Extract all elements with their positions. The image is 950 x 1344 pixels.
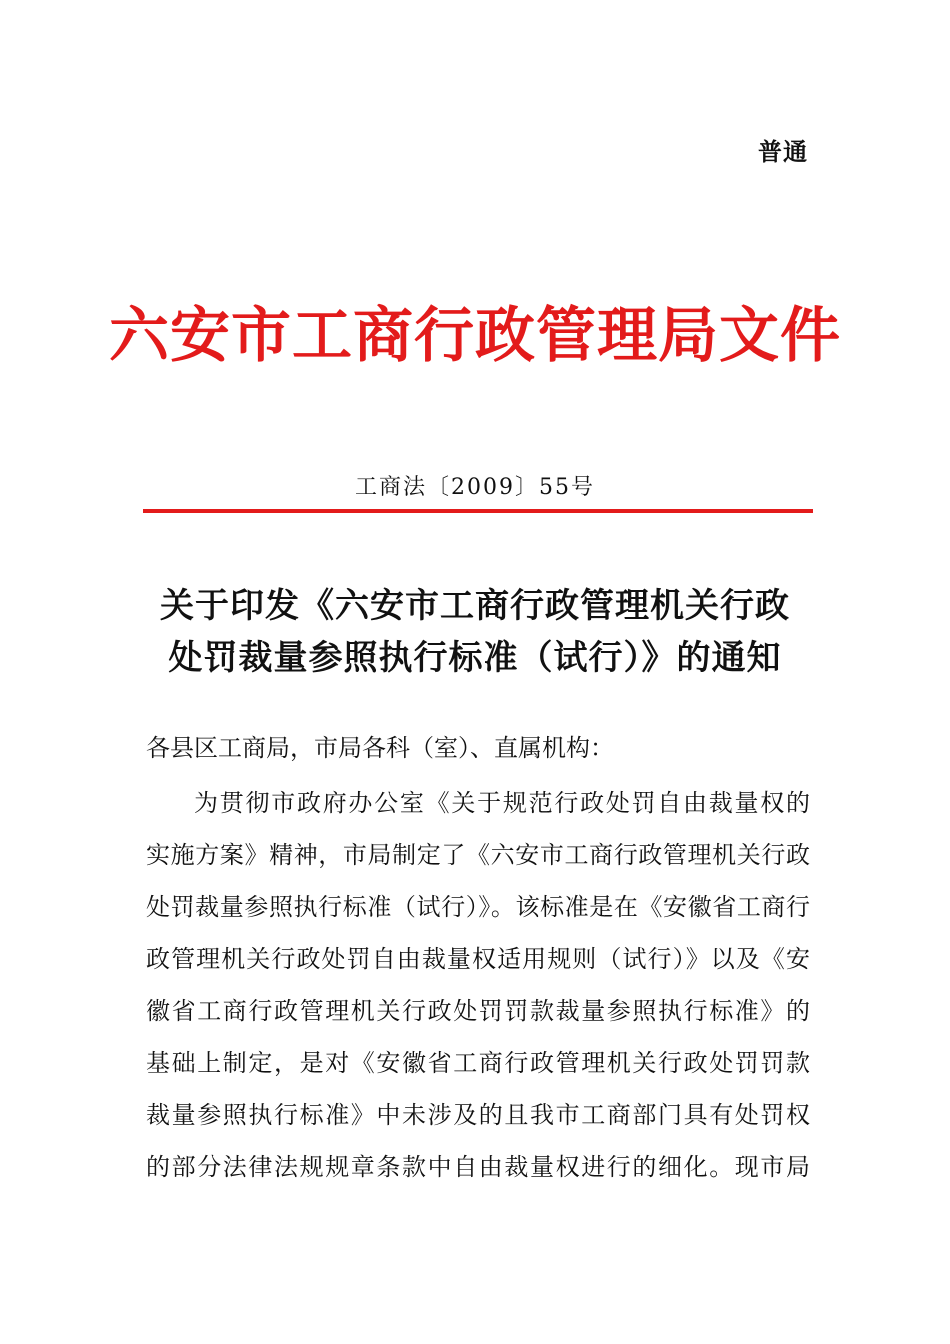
document-header: 六安市工商行政管理局文件: [109, 301, 841, 371]
classification-label: 普通: [758, 137, 808, 166]
title-line: 处罚裁量参照执行标准（试行）》的通知: [168, 638, 782, 678]
body-line: 的部分法律法规规章条款中自由裁量权进行的细化。现市局: [146, 1153, 810, 1181]
body-line: 处罚裁量参照执行标准（试行）》。该标准是在《安徽省工商行: [146, 893, 810, 921]
body-line: 裁量参照执行标准》中未涉及的且我市工商部门具有处罚权: [146, 1101, 810, 1129]
body-line: 为贯彻市政府办公室《关于规范行政处罚自由裁量权的: [194, 789, 810, 817]
body-line: 实施方案》精神，市局制定了《六安市工商行政管理机关行政: [146, 841, 810, 869]
title-line: 关于印发《六安市工商行政管理机关行政: [160, 586, 790, 626]
body-text: [146, 783, 810, 1199]
body-line: 徽省工商行政管理机关行政处罚罚款裁量参照执行标准》的: [146, 997, 810, 1025]
red-divider: [143, 509, 813, 513]
body-line: 政管理机关行政处罚自由裁量权适用规则（试行）》以及《安: [146, 945, 810, 973]
document-title: [0, 580, 950, 684]
document-number: 工商法〔2009〕55号: [355, 475, 595, 500]
salutation: 各县区工商局，市局各科（室）、直属机构：: [146, 734, 614, 762]
body-line: 基础上制定，是对《安徽省工商行政管理机关行政处罚罚款: [146, 1049, 810, 1077]
